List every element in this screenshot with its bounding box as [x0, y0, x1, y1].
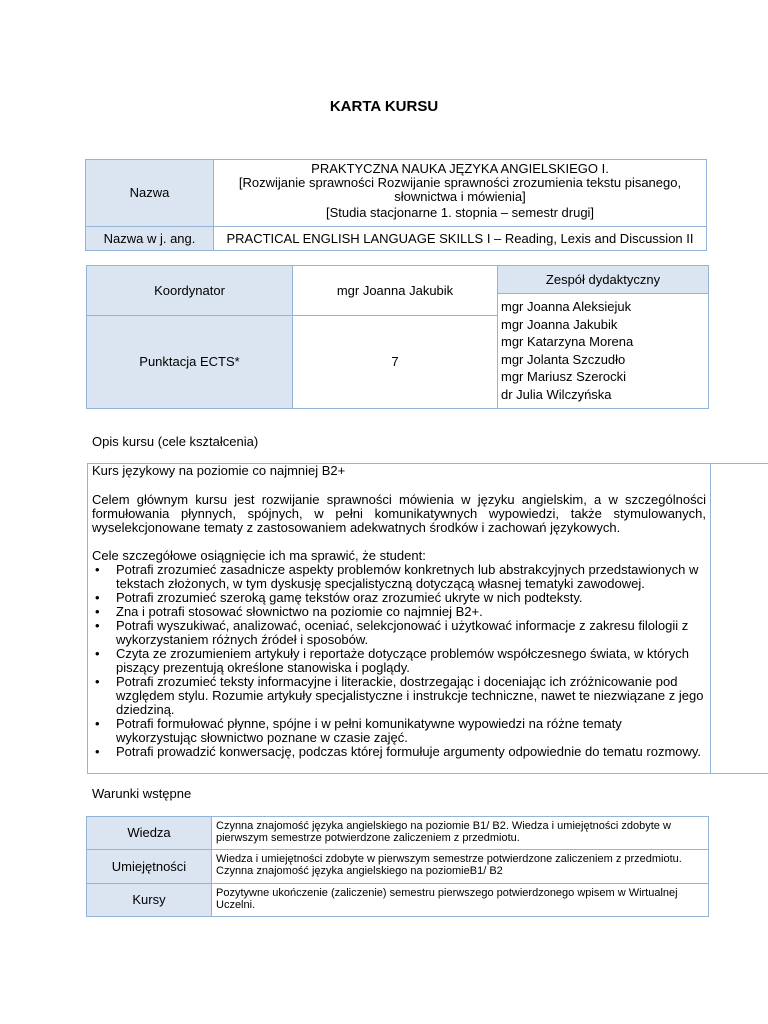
table-row — [87, 850, 709, 884]
course-study-mode: [Studia stacjonarne 1. stopnia – semestr drugi] — [325, 205, 595, 220]
prerequisite-text: Pozytywne ukończenie (zaliczenie) semestru pierwszego potwierdzonego wpisem w Wirtualnej Uczelni. — [212, 884, 709, 917]
page-title: KARTA KURSU — [329, 98, 439, 115]
coordinator-label: Koordynator — [87, 266, 293, 316]
english-name-value: PRACTICAL ENGLISH LANGUAGE SKILLS I – Reading, Lexis and Discussion II — [214, 227, 707, 251]
ects-value: 7 — [293, 316, 498, 409]
ects-label: Punktacja ECTS* — [87, 316, 293, 409]
list-item: • Zna i potrafi stosować słownictwo na poziomie co najmniej B2+. — [116, 605, 706, 619]
table-row — [87, 817, 709, 850]
team-member: mgr Jolanta Szczudło — [501, 351, 626, 367]
team-member: dr Julia Wilczyńska — [501, 386, 612, 402]
course-name-title: PRAKTYCZNA NAUKA JĘZYKA ANGIELSKIEGO I. — [311, 161, 609, 176]
coordinator-value: mgr Joanna Jakubik — [293, 266, 498, 316]
english-name-label: Nazwa w j. ang. — [86, 227, 214, 251]
prerequisite-label: Wiedza — [87, 817, 212, 850]
table-row — [86, 160, 707, 227]
prerequisite-text: Czynna znajomość języka angielskiego na poziomie B1/ B2. Wiedza i umiejętności zdobyte w pierwszym semestrze potwierdzone zaliczeniem z przedmiotu. — [212, 817, 709, 850]
course-name-table — [85, 159, 707, 251]
description-heading: Opis kursu (cele kształcenia) — [92, 434, 259, 449]
course-name-subtitle: [Rozwijanie sprawności Rozwijanie sprawności zrozumienia tekstu pisanego, słownictwa i mówienia] — [238, 175, 682, 204]
list-item: • Potrafi zrozumieć szeroką gamę tekstów oraz zrozumieć ukryte w nich podteksty. — [116, 591, 706, 605]
team-member: mgr Joanna Jakubik — [501, 316, 618, 332]
list-item: • Potrafi prowadzić konwersację, podczas której formułuje argumenty odpowiednie do tematu rozmowy. — [116, 745, 706, 759]
staff-table — [86, 265, 709, 409]
table-row — [88, 464, 768, 774]
team-list — [498, 294, 709, 409]
prerequisite-label: Kursy — [87, 884, 212, 917]
table-row — [86, 227, 707, 251]
course-name-cell — [214, 160, 707, 227]
table-row — [87, 266, 709, 294]
team-member: mgr Mariusz Szerocki — [501, 369, 626, 385]
prerequisites-heading: Warunki wstępne — [92, 786, 192, 801]
prerequisite-label: Umiejętności — [87, 850, 212, 884]
table-row — [87, 884, 709, 917]
detailed-goals-intro: Cele szczegółowe osiągnięcie ich ma sprawić, że student: — [92, 548, 426, 563]
detailed-goals-list — [92, 563, 706, 759]
description-side-cell — [711, 464, 768, 774]
list-item: • Potrafi zrozumieć zasadnicze aspekty problemów konkretnych lub abstrakcyjnych przedstawionych w tekstach złożonych, w tym dyskusję specjalistyczną dotyczącą własnej tematyki zawodowej. — [116, 563, 706, 591]
team-member: mgr Katarzyna Morena — [501, 334, 634, 350]
list-item: • Potrafi zrozumieć teksty informacyjne i literackie, dostrzegając i doceniając ich zróżnicowanie pod względem stylu. Rozumie artykuły specjalistyczne i instrukcje techniczne, nawet te niezwiązane z jego dziedziną. — [116, 675, 706, 717]
list-item: • Potrafi formułować płynne, spójne i w pełni komunikatywne wypowiedzi na różne tematy wykorzystując słownictwo poznane w czasie zajęć. — [116, 717, 706, 745]
description-table — [87, 463, 768, 774]
prerequisites-table — [86, 816, 709, 917]
name-label: Nazwa — [86, 160, 214, 227]
prerequisite-text: Wiedza i umiejętności zdobyte w pierwszym semestrze potwierdzone zaliczeniem z przedmiotu. Czynna znajomość języka angielskiego na poziomieB1/ B2 — [212, 850, 709, 884]
team-label: Zespół dydaktyczny — [498, 266, 709, 294]
description-cell — [88, 464, 711, 774]
course-level: Kurs językowy na poziomie co najmniej B2+ — [92, 463, 346, 478]
main-goal: Celem głównym kursu jest rozwijanie sprawności mówienia w języku angielskim, a w szczególności formułowania płynnych, spójnych, w pełni komunikatywnych wypowiedzi, także stymulowanych, wyselekcjonowane tematy z zastosowaniem adekwatnych środków i zachowań językowych. — [92, 492, 706, 535]
list-item: • Czyta ze zrozumieniem artykuły i reportaże dotyczące problemów współczesnego świata, w których piszący prezentują określone stanowiska i poglądy. — [116, 647, 706, 675]
list-item: • Potrafi wyszukiwać, analizować, oceniać, selekcjonować i użytkować informacje z zakresu filologii z wykorzystaniem różnych źródeł i sposobów. — [116, 619, 706, 647]
team-member: mgr Joanna Aleksiejuk — [501, 299, 632, 314]
